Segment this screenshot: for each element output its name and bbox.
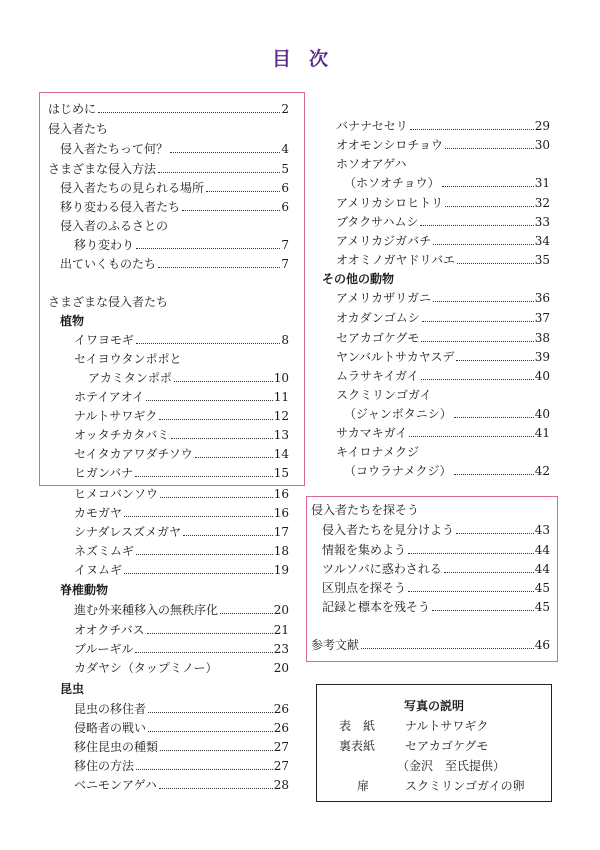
flyleaf-value: スクミリンゴガイの卵 <box>405 779 525 793</box>
toc-entry-label: さまざまな侵入方法 <box>48 162 157 176</box>
toc-entry-label: 移り変わり <box>74 238 135 252</box>
toc-entry-label: イワヨモギ <box>74 333 135 347</box>
toc-entry-label: アカミタンポポ <box>88 371 172 385</box>
toc-entry-label: はじめに <box>48 102 97 116</box>
toc-entry[interactable] <box>336 349 550 367</box>
dot-leader <box>148 731 273 732</box>
dot-leader <box>456 360 533 361</box>
toc-entry-label: 侵入者たちって何？ <box>60 142 169 156</box>
toc-entry-label: ネズミムギ <box>74 544 135 558</box>
toc-entry[interactable] <box>60 199 289 217</box>
toc-entry-page: 40 <box>534 369 550 383</box>
toc-entry-page: 16 <box>273 506 289 520</box>
toc-entry-label: ブルーギル <box>74 642 134 656</box>
toc-entry-page: 36 <box>534 291 550 305</box>
toc-entry[interactable] <box>48 101 289 119</box>
toc-entry-label: 移住昆虫の種類 <box>74 740 159 754</box>
toc-entry[interactable] <box>74 505 289 523</box>
toc-entry-label: 情報を集めよう <box>322 543 407 557</box>
toc-entry-page: 35 <box>534 253 550 267</box>
toc-entry-page: 20 <box>273 661 289 675</box>
toc-entry-label: ヤンバルトサカヤスデ <box>336 350 455 364</box>
dot-leader <box>444 572 534 573</box>
toc-entry[interactable] <box>88 370 289 388</box>
toc-entry[interactable] <box>322 542 550 560</box>
toc-entry-label: 進む外来種移入の無秩序化 <box>74 603 219 617</box>
toc-entry-page: 26 <box>273 721 289 735</box>
dot-leader <box>421 379 534 380</box>
toc-entry-page: 45 <box>534 600 550 614</box>
toc-entry[interactable] <box>74 622 289 640</box>
dot-leader <box>174 381 273 382</box>
toc-entry[interactable] <box>74 427 289 445</box>
dot-leader <box>158 267 280 268</box>
toc-entry-label: ホテイアオイ <box>74 390 145 404</box>
section-heading: さまざまな侵入者たち <box>48 295 169 309</box>
dot-leader <box>361 648 534 649</box>
toc-entry[interactable] <box>74 602 289 620</box>
toc-entry[interactable] <box>344 463 550 481</box>
toc-entry[interactable] <box>322 522 550 540</box>
flyleaf-label: 扉 <box>357 779 370 793</box>
toc-entry[interactable] <box>74 332 289 350</box>
dot-leader <box>457 263 534 264</box>
category-heading: その他の動物 <box>322 272 395 286</box>
toc-entry[interactable] <box>344 175 550 193</box>
toc-entry-label: 昆虫の移住者 <box>74 702 147 716</box>
toc-entry-label: キイロナメクジ <box>336 445 420 459</box>
toc-entry-page: 12 <box>273 409 289 423</box>
dot-leader <box>422 321 534 322</box>
dot-leader <box>454 417 534 418</box>
toc-entry-page: 46 <box>534 638 550 652</box>
toc-entry[interactable] <box>336 310 550 328</box>
dot-leader <box>421 341 533 342</box>
toc-entry-page: 16 <box>273 487 289 501</box>
toc-entry-page: 28 <box>273 778 289 792</box>
toc-entry[interactable] <box>74 641 289 659</box>
toc-entry[interactable] <box>74 543 289 561</box>
toc-entry[interactable] <box>311 637 550 655</box>
toc-entry[interactable] <box>322 580 550 598</box>
toc-entry-page: 43 <box>534 523 550 537</box>
toc-entry-label: スクミリンゴガイ <box>336 388 432 402</box>
dot-leader <box>136 343 280 344</box>
toc-entry-label: オッタチカタバミ <box>74 428 170 442</box>
dot-leader <box>98 112 280 113</box>
toc-entry[interactable] <box>336 195 550 213</box>
toc-entry-page: 27 <box>273 759 289 773</box>
toc-entry[interactable] <box>336 330 550 348</box>
toc-entry-label: 参考文献 <box>311 638 360 652</box>
toc-entry-page: 30 <box>534 138 550 152</box>
toc-entry-page: 42 <box>534 464 550 478</box>
dot-leader <box>183 535 273 536</box>
toc-entry-label: 移住の方法 <box>74 759 135 773</box>
toc-entry-label: 記録と標本を残そう <box>322 600 431 614</box>
dot-leader <box>182 210 280 211</box>
toc-entry[interactable] <box>74 408 289 426</box>
photo-caption-title: 写真の説明 <box>403 699 464 713</box>
toc-entry-page: 31 <box>534 176 550 190</box>
dot-leader <box>195 457 273 458</box>
toc-entry-label: サカマキガイ <box>336 426 408 440</box>
toc-entry-label: バナナセセリ <box>336 119 408 133</box>
toc-entry-label: 出ていくものたち <box>60 257 157 271</box>
toc-entry[interactable] <box>322 561 550 579</box>
dot-leader <box>135 652 272 653</box>
toc-entry[interactable] <box>336 233 550 251</box>
dot-leader <box>136 248 280 249</box>
toc-entry-page: 29 <box>534 119 550 133</box>
toc-entry-page: 10 <box>273 371 289 385</box>
dot-leader <box>158 172 280 173</box>
dot-leader <box>454 474 534 475</box>
toc-entry[interactable] <box>60 180 289 198</box>
toc-entry-label: ツルソバに惑わされる <box>322 562 442 576</box>
dot-leader <box>408 591 534 592</box>
toc-entry-label: ヒメコバンソウ <box>74 487 159 501</box>
toc-entry-label: （ジャンボタニシ） <box>344 407 452 421</box>
toc-entry-label: ベニモンアゲハ <box>74 778 157 792</box>
toc-entry[interactable] <box>336 214 550 232</box>
toc-entry-label: 移り変わる侵入者たち <box>60 200 181 214</box>
toc-entry-label: 侵略者の戦い <box>74 721 147 735</box>
dot-leader <box>456 533 534 534</box>
toc-entry-page: 20 <box>273 603 289 617</box>
toc-entry-label: カダヤシ（タップミノー） <box>74 661 218 675</box>
toc-entry-page: 26 <box>273 702 289 716</box>
dot-leader <box>136 554 273 555</box>
dot-leader <box>147 633 273 634</box>
toc-entry[interactable] <box>74 660 289 678</box>
toc-entry-label: アメリカザリガニ <box>336 291 432 305</box>
toc-entry-label: ホソオアゲハ <box>336 157 407 171</box>
toc-entry[interactable] <box>74 701 289 719</box>
toc-entry[interactable] <box>74 446 289 464</box>
toc-entry-label: （コウラナメクジ） <box>344 464 452 478</box>
toc-entry-page: 11 <box>273 390 289 404</box>
toc-entry[interactable] <box>336 368 550 386</box>
toc-entry-page: 14 <box>273 447 289 461</box>
dot-leader <box>420 225 533 226</box>
toc-entry[interactable] <box>74 524 289 542</box>
toc-entry-page: 32 <box>534 196 550 210</box>
toc-entry-page: 2 <box>281 102 289 116</box>
toc-entry[interactable] <box>336 118 550 136</box>
toc-entry-page: 13 <box>273 428 289 442</box>
toc-entry[interactable] <box>322 599 550 617</box>
toc-entry[interactable] <box>60 141 289 159</box>
dot-leader <box>442 186 534 187</box>
category-heading: 昆虫 <box>60 682 85 696</box>
toc-entry-page: 8 <box>281 333 289 347</box>
category-heading: 脊椎動物 <box>60 583 109 597</box>
dot-leader <box>410 129 534 130</box>
toc-entry-page: 21 <box>273 623 289 637</box>
back-cover-value: セアカゴケグモ <box>405 739 489 753</box>
toc-entry[interactable] <box>336 252 550 270</box>
front-cover-value: ナルトサワギク <box>405 719 489 733</box>
dot-leader <box>136 769 273 770</box>
toc-entry[interactable] <box>336 137 550 155</box>
toc-entry-label: イヌムギ <box>74 563 123 577</box>
dot-leader <box>135 476 273 477</box>
dot-leader <box>124 516 273 517</box>
dot-leader <box>160 750 273 751</box>
toc-entry-page: 6 <box>281 200 289 214</box>
toc-entry-label: セイタカアワダチソウ <box>74 447 193 461</box>
dot-leader <box>170 152 280 153</box>
category-heading: 植物 <box>60 314 85 328</box>
back-cover-label: 裏表紙 <box>339 739 376 753</box>
toc-entry-page: 5 <box>281 162 289 176</box>
toc-entry-page: 19 <box>273 563 289 577</box>
toc-entry[interactable] <box>74 465 289 483</box>
toc-entry[interactable] <box>344 406 550 424</box>
toc-entry-page: 33 <box>534 215 550 229</box>
toc-entry-label: オオミノガヤドリバエ <box>336 253 456 267</box>
toc-entry-label: オカダンゴムシ <box>336 311 420 325</box>
toc-entry-label: ナルトサワギク <box>74 409 158 423</box>
toc-entry-label: 区別点を探そう <box>322 581 407 595</box>
toc-entry[interactable] <box>74 739 289 757</box>
toc-entry[interactable] <box>74 486 289 504</box>
toc-entry-label: セイヨウタンポポと <box>74 352 182 366</box>
dot-leader <box>445 206 534 207</box>
toc-entry[interactable] <box>74 777 289 795</box>
toc-entry-page: 23 <box>273 642 289 656</box>
dot-leader <box>171 438 272 439</box>
toc-entry-label: 侵入者のふるさとの <box>60 219 169 233</box>
toc-entry-label: カモガヤ <box>74 506 123 520</box>
toc-entry-label: 侵入者たちの見られる場所 <box>60 181 205 195</box>
dot-leader <box>432 610 534 611</box>
dot-leader <box>160 497 273 498</box>
dot-leader <box>408 553 534 554</box>
dot-leader <box>206 191 280 192</box>
toc-entry-page: 15 <box>273 466 289 480</box>
toc-entry-label: ムラサキイガイ <box>336 369 419 383</box>
toc-entry-page: 6 <box>281 181 289 195</box>
toc-entry[interactable] <box>74 237 289 255</box>
dot-leader <box>159 419 272 420</box>
toc-entry-page: 38 <box>534 331 550 345</box>
toc-entry-page: 7 <box>281 238 289 252</box>
toc-entry-label: ブタクサハムシ <box>336 215 419 229</box>
toc-entry-page: 45 <box>534 581 550 595</box>
toc-entry-label: アメリカシロヒトリ <box>336 196 444 210</box>
toc-entry-page: 37 <box>534 311 550 325</box>
toc-entry[interactable] <box>74 389 289 407</box>
toc-entry-page: 39 <box>534 350 550 364</box>
front-cover-label: 表 紙 <box>339 719 376 733</box>
dot-leader <box>159 788 273 789</box>
dot-leader <box>220 613 273 614</box>
section-heading: 侵入者たち <box>48 122 109 136</box>
toc-entry-page: 7 <box>281 257 289 271</box>
toc-entry-label: オオモンシロチョウ <box>336 138 443 152</box>
toc-entry-label: （ホソオチョウ） <box>344 176 440 190</box>
toc-entry[interactable] <box>74 720 289 738</box>
photo-caption-box <box>316 684 552 802</box>
section-heading: 侵入者たちを探そう <box>311 503 420 517</box>
toc-entry-label: セアカゴケグモ <box>336 331 420 345</box>
toc-entry-page: 34 <box>534 234 550 248</box>
toc-entry-page: 44 <box>534 562 550 576</box>
dot-leader <box>433 244 534 245</box>
toc-entry[interactable] <box>48 161 289 179</box>
photo-credit: （金沢 至氏提供） <box>397 759 506 773</box>
dot-leader <box>409 436 533 437</box>
toc-entry-page: 18 <box>273 544 289 558</box>
toc-entry-page: 40 <box>534 407 550 421</box>
toc-entry-label: 侵入者たちを見分けよう <box>322 523 455 537</box>
toc-entry-page: 41 <box>534 426 550 440</box>
dot-leader <box>445 148 534 149</box>
toc-entry[interactable] <box>74 562 289 580</box>
dot-leader <box>124 573 273 574</box>
toc-entry-label: アメリカジガバチ <box>336 234 432 248</box>
toc-entry[interactable] <box>74 758 289 776</box>
toc-entry-page: 44 <box>534 543 550 557</box>
toc-entry-label: シナダレスズメガヤ <box>74 525 182 539</box>
toc-entry[interactable] <box>60 256 289 274</box>
toc-entry-page: 4 <box>281 142 289 156</box>
dot-leader <box>148 712 273 713</box>
toc-entry-label: ヒガンバナ <box>74 466 134 480</box>
toc-entry-page: 27 <box>273 740 289 754</box>
dot-leader <box>146 400 273 401</box>
page-title: 目次 <box>271 48 346 70</box>
toc-entry-label: オオクチバス <box>74 623 145 637</box>
toc-entry-page: 17 <box>273 525 289 539</box>
toc-entry[interactable] <box>336 425 550 443</box>
dot-leader <box>433 301 534 302</box>
toc-entry[interactable] <box>336 290 550 308</box>
